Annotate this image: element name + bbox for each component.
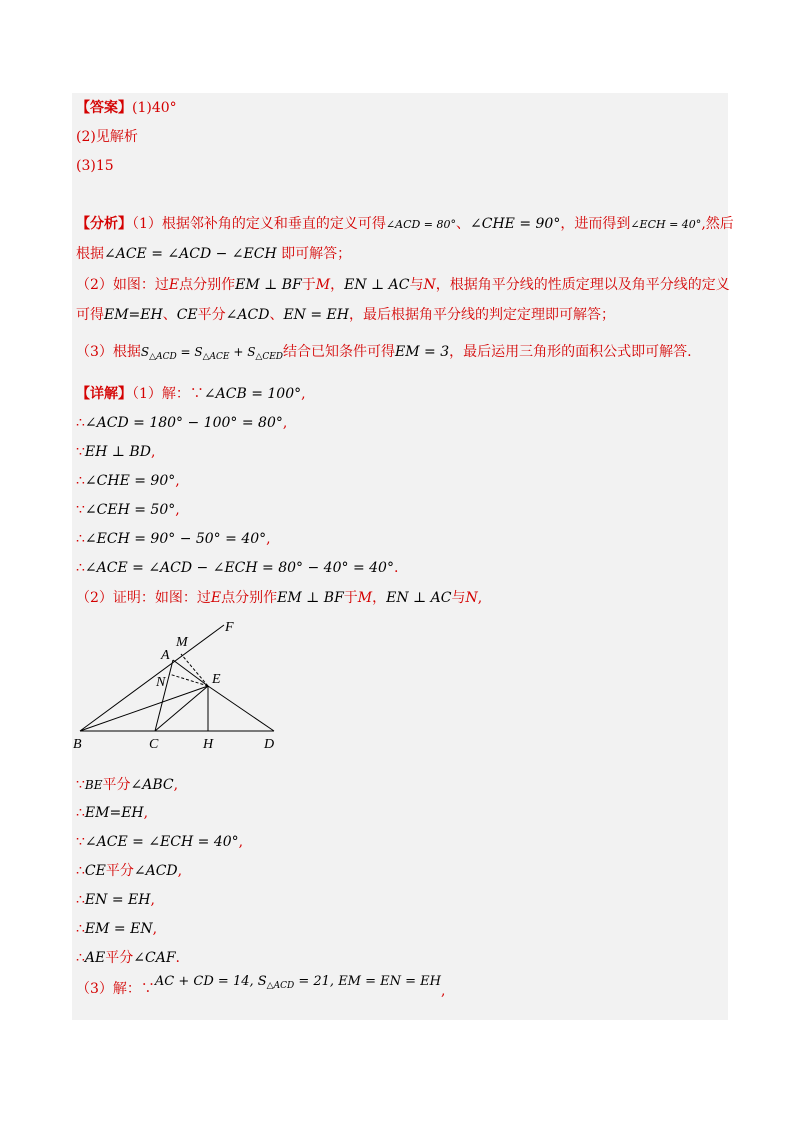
label-N: N	[156, 675, 166, 690]
proof-line-4	[76, 861, 182, 881]
detail-text: 点分别作	[221, 590, 278, 606]
label-A: A	[161, 648, 170, 663]
punct: ,	[177, 863, 183, 879]
detail-line-7	[76, 558, 398, 578]
part3-math	[155, 974, 441, 989]
analysis-text: 根据	[76, 246, 104, 262]
punct: ,	[175, 473, 180, 489]
punct: ,	[173, 777, 179, 793]
proof-line-7	[76, 948, 180, 968]
detail-line-2	[76, 413, 287, 433]
analysis-text: 、	[456, 216, 471, 232]
math-expr: M	[315, 277, 331, 293]
analysis-text: （2）如图：过	[76, 277, 169, 293]
detail-line-6	[76, 529, 271, 549]
punct: .	[393, 560, 399, 576]
math-expr: ∠CAF	[133, 950, 176, 966]
area-expr: $S_{\triangle ACD} = S_{\triangle ACE} + S_{\triangle CED}$	[140, 345, 284, 362]
label-B: B	[73, 737, 82, 752]
math-expr: EM = 3	[395, 344, 450, 360]
therefore-symbol: ∴	[76, 560, 85, 576]
math-expr: ∠ACD	[133, 863, 178, 879]
math-expr: N	[423, 277, 436, 293]
detail-text: 于	[343, 590, 358, 606]
answer-2: (2)见解析	[76, 129, 138, 145]
geometry-figure	[72, 612, 292, 752]
math-expr: ∠ABC	[130, 777, 174, 793]
math-expr: EN ⊥ AC	[344, 277, 410, 293]
punct: ,	[266, 531, 271, 547]
analysis-text: 即可解答；	[281, 246, 352, 262]
analysis-text: ，最后根据角平分线的判定定理即可解答；	[348, 307, 615, 323]
analysis-text: 于	[301, 277, 316, 293]
punct: ,	[282, 415, 288, 431]
because-symbol: ∵	[76, 834, 85, 850]
detail-text: 平分	[105, 863, 134, 879]
math-expr: AC + CD = 14,	[154, 974, 254, 989]
label-M: M	[176, 635, 188, 650]
segment-AC	[155, 660, 173, 731]
math-expr: ∠CHE = 90°	[84, 473, 176, 489]
answer-line-1	[76, 98, 177, 118]
part3-line	[76, 974, 446, 1004]
label-D: D	[264, 737, 275, 752]
label-F: F	[225, 620, 234, 635]
detail-text: 平分	[105, 950, 134, 966]
analysis-text: 点分别作	[179, 277, 236, 293]
math-expr: ∠ECH = 90° − 50° = 40°	[84, 531, 267, 547]
math-expr: BE	[84, 778, 103, 792]
math-expr: ∠ACB = 100°	[203, 386, 302, 402]
detail-label: 【详解】	[76, 386, 132, 402]
punct: ,	[301, 386, 306, 402]
analysis-text: ，	[330, 277, 345, 293]
math-expr: ∠ACD = 180° − 100° = 80°	[84, 415, 283, 431]
segment-AE	[173, 660, 208, 686]
math-expr: CE	[176, 307, 198, 323]
math-expr: AE	[84, 950, 106, 966]
math-expr: EM ⊥ BF	[235, 277, 302, 293]
math-expr: ∠ACE = ∠ACD − ∠ECH = 80° − 40° = 40°	[84, 560, 394, 576]
analysis-text: 、	[162, 307, 177, 323]
punct: ,	[143, 805, 149, 821]
punct: ,	[152, 921, 158, 937]
analysis-text: （3）根据	[76, 344, 141, 360]
math-expr: EH ⊥ BD	[84, 444, 151, 460]
because-symbol: ∵	[76, 777, 85, 793]
detail-text: ，	[372, 590, 387, 606]
segment-ED	[208, 686, 274, 731]
therefore-symbol: ∴	[76, 415, 85, 431]
therefore-symbol: ∴	[76, 531, 85, 547]
math-expr: EM ⊥ BF	[277, 590, 344, 606]
math-expr: S	[257, 974, 267, 989]
proof-line-3	[76, 832, 243, 852]
analysis-line-3	[76, 275, 730, 295]
analysis-text: 可得	[76, 307, 104, 323]
answer-3: (3)15	[76, 158, 114, 174]
math-expr: = 21,	[294, 974, 335, 989]
math-expr: EM=EH	[84, 805, 144, 821]
punct: ,	[477, 590, 483, 606]
math-expr: E	[210, 590, 222, 606]
math-expr: EN ⊥ AC	[386, 590, 452, 606]
proof-line-1	[76, 775, 178, 795]
analysis-text: ，最后运用三角形的面积公式即可解答.	[449, 344, 692, 360]
answer-line-3	[76, 156, 114, 176]
ray-BF	[80, 625, 224, 731]
detail-text: （1）解：∵	[132, 386, 204, 402]
answer-label: 【答案】	[76, 100, 132, 116]
math-expr: ∠ACD	[225, 307, 270, 323]
math-expr: ∠ECH = 40°	[630, 218, 702, 231]
math-expr: EM = EN = EH	[338, 974, 441, 989]
math-expr: CE	[84, 863, 106, 879]
punct: ,	[150, 892, 155, 908]
therefore-symbol: ∴	[76, 863, 85, 879]
math-expr: ∠CHE = 90°	[470, 216, 561, 232]
punct: ,	[238, 834, 244, 850]
detail-text: （3）解：∵	[76, 981, 155, 997]
label-E: E	[212, 672, 221, 687]
because-symbol: ∵	[76, 502, 85, 518]
math-expr: N	[465, 590, 478, 606]
math-expr: EN = EH	[283, 307, 349, 323]
label-C: C	[149, 737, 159, 752]
analysis-line-2	[76, 244, 351, 264]
segment-BE	[80, 686, 208, 731]
math-expr: EN = EH	[84, 892, 151, 908]
analysis-text: ,然后	[701, 216, 734, 232]
proof-line	[76, 588, 482, 608]
analysis-text: ，进而得到	[560, 216, 631, 232]
analysis-line-1	[76, 214, 734, 235]
analysis-label: 【分析】	[76, 216, 132, 232]
math-expr: △ACD	[266, 981, 295, 991]
therefore-symbol: ∴	[76, 892, 85, 908]
proof-line-5	[76, 890, 155, 910]
therefore-symbol: ∴	[76, 950, 85, 966]
proof-line-2	[76, 803, 148, 823]
detail-text: 与	[451, 590, 466, 606]
detail-line-4	[76, 471, 180, 491]
detail-line-3	[76, 442, 155, 462]
analysis-text: （1）根据邻补角的定义和垂直的定义可得	[132, 216, 386, 232]
detail-text: （2）证明：如图：过	[76, 590, 211, 606]
punct: ,	[441, 983, 446, 999]
math-expr: ∠ACE = ∠ACD − ∠ECH	[104, 246, 277, 262]
math-expr: M	[357, 590, 373, 606]
answer-line-2	[76, 127, 138, 147]
math-expr: EM=EH	[104, 307, 163, 323]
analysis-line-4	[76, 305, 615, 325]
segment-CE	[155, 686, 208, 731]
math-expr: ∠CEH = 50°	[84, 502, 176, 518]
analysis-text: 与	[409, 277, 424, 293]
proof-line-6	[76, 919, 157, 939]
analysis-text: 、	[269, 307, 284, 323]
detail-line-5	[76, 500, 180, 520]
dashed-EM	[181, 654, 208, 686]
math-expr: ∠ACE = ∠ECH = 40°	[84, 834, 239, 850]
punct: .	[175, 950, 180, 966]
dashed-EN	[169, 674, 208, 686]
analysis-line-5	[76, 342, 692, 367]
detail-text: 平分	[102, 777, 131, 793]
analysis-text: 结合已知条件可得	[283, 344, 396, 360]
detail-line-1	[76, 384, 306, 404]
punct: ,	[175, 502, 180, 518]
math-expr: EM = EN	[84, 921, 153, 937]
analysis-text: 平分	[197, 307, 226, 323]
math-expr: E	[168, 277, 180, 293]
therefore-symbol: ∴	[76, 921, 85, 937]
label-H: H	[203, 737, 214, 752]
math-expr: ∠ACD = 80°	[385, 218, 457, 231]
because-symbol: ∵	[76, 444, 85, 460]
therefore-symbol: ∴	[76, 473, 85, 489]
therefore-symbol: ∴	[76, 805, 85, 821]
punct: ,	[150, 444, 156, 460]
answer-1: (1)40°	[132, 100, 177, 116]
analysis-text: ，根据角平分线的性质定理以及角平分线的定义	[435, 277, 730, 293]
